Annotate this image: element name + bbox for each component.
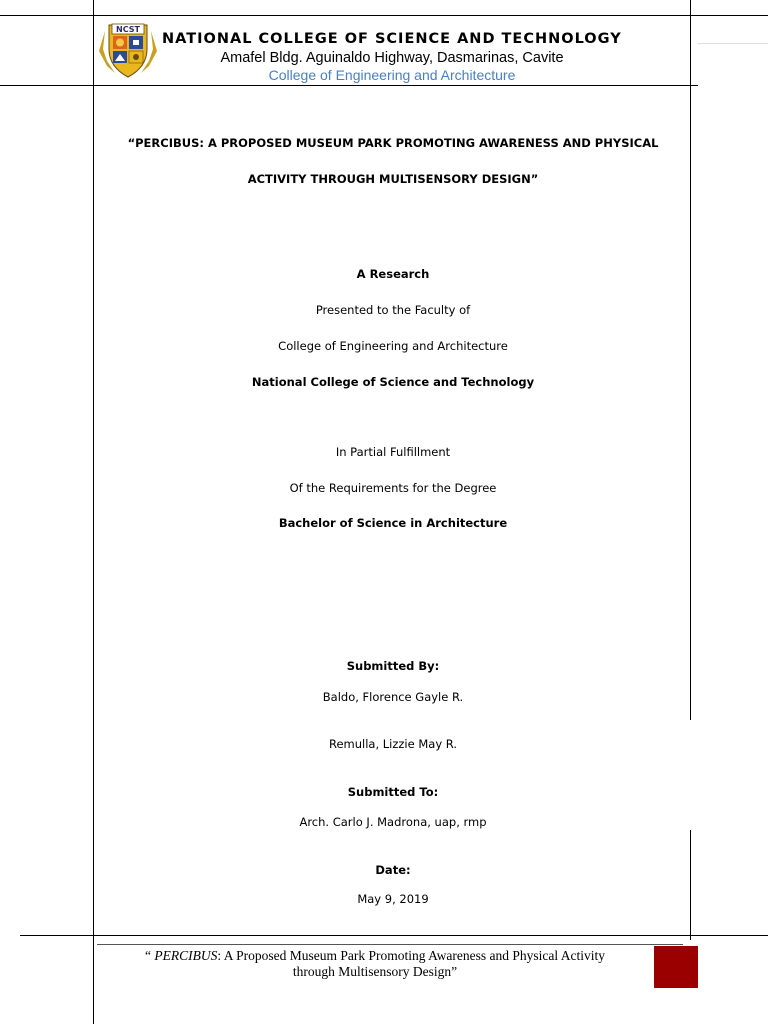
- submitted-to-label: Submitted To:: [347, 785, 439, 799]
- fulfillment-line-1: In Partial Fulfillment: [335, 445, 451, 459]
- right-margin-line: [690, 0, 691, 720]
- submission-date: May 9, 2019: [357, 892, 429, 906]
- adviser-name: Arch. Carlo J. Madrona, uap, rmp: [299, 815, 487, 829]
- footer-quote-open: “: [145, 948, 155, 963]
- institution-address: Amafel Bldg. Aguinaldo Highway, Dasmarinas, Cavite: [220, 50, 564, 66]
- author-name: Baldo, Florence Gayle R.: [322, 690, 464, 704]
- footer-title-italic: PERCIBUS: [154, 948, 218, 963]
- footer-top-rule: [20, 935, 768, 936]
- right-margin-line-lower: [690, 830, 691, 940]
- header-top-rule: [0, 15, 768, 16]
- footer-title-rest: : A Proposed Museum Park Promoting Awareness and Physical Activity: [217, 948, 605, 963]
- degree-name: Bachelor of Science in Architecture: [278, 516, 508, 530]
- submitted-by-label: Submitted By:: [346, 659, 440, 673]
- author-name: Remulla, Lizzie May R.: [328, 737, 458, 751]
- document-type: A Research: [356, 267, 430, 281]
- presented-institution: National College of Science and Technology: [251, 375, 535, 389]
- footer-accent-box: [654, 946, 698, 988]
- footer-running-title: [110, 948, 640, 980]
- footer-inner-rule: [97, 944, 683, 945]
- institution-name: NATIONAL COLLEGE OF SCIENCE AND TECHNOLOGY: [162, 31, 622, 47]
- presented-college: College of Engineering and Architecture: [278, 339, 508, 353]
- left-margin-line: [93, 0, 94, 1024]
- ncst-logo: [97, 21, 159, 79]
- thesis-title-line-1: “PERCIBUS: A PROPOSED MUSEUM PARK PROMOTING AWARENESS AND PHYSICAL: [127, 136, 659, 150]
- header-bottom-rule: [0, 85, 698, 86]
- svg-text:NCST: NCST: [116, 25, 140, 34]
- thesis-title-line-2: ACTIVITY THROUGH MULTISENSORY DESIGN”: [247, 172, 539, 186]
- header-right-faint-rule: [698, 43, 768, 44]
- date-label: Date:: [375, 863, 411, 877]
- presented-to: Presented to the Faculty of: [315, 303, 471, 317]
- footer-title-line-2: through Multisensory Design”: [292, 964, 458, 979]
- college-name: College of Engineering and Architecture: [268, 67, 516, 83]
- fulfillment-line-2: Of the Requirements for the Degree: [289, 481, 497, 495]
